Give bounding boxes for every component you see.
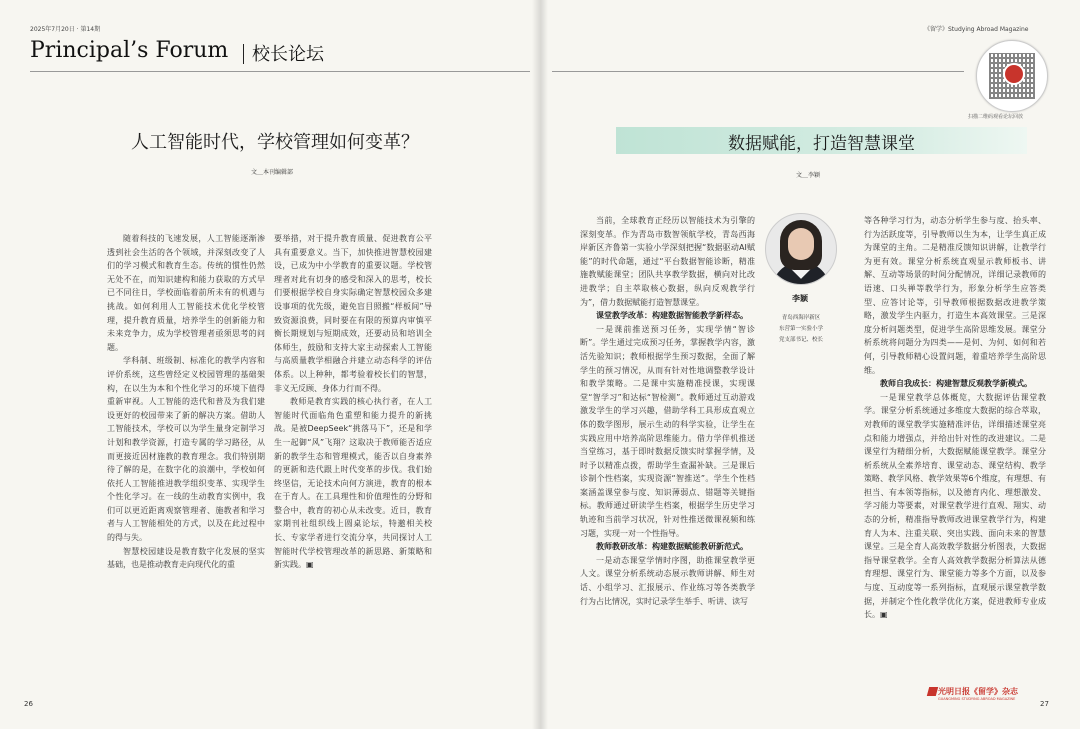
author-name: 李颖: [792, 294, 808, 303]
section-heading: 教师自我成长：构建智慧反观教学新模式。: [880, 379, 1032, 389]
header-rule-left: [30, 71, 530, 72]
article1-column-1: [107, 232, 265, 624]
qr-logo-icon: [1003, 63, 1025, 85]
author-info: [758, 313, 844, 346]
issue-date: 2025年7月20日 · 第14期: [30, 26, 101, 33]
page-number-left: 26: [24, 700, 33, 708]
paragraph: 一是课前推送预习任务，实现学情“智诊断”。学生通过完成预习任务，掌握教学内容，激活先验知识；教师根据学生预习数据，全面了解学生的预习情况，从而有针对性地调整教学设计和教学策略。二是课中实施精准授课，实现课堂“智学习”和达标“智检测”。教师通过互动游戏激发学生的学习兴趣，借助学科工具形成直观立体的数学图形，展示生动的科学实验，让学生在实践应用中培养高阶思维能力。借力学伴机推送当堂练习，基于即时数据反馈实时掌握学情，及时予以精准点拨，帮助学生查漏补缺。三是课后诊制个性档案，实现资源“智推送”。学生个性档案涵盖课堂参与度、知识薄弱点、错题等关键指标。教师通过研读学生档案，根据学生历史学习轨迹和当前学习状况，针对性推送微课视频和练习题，实现一对一个性指导。: [580, 324, 755, 538]
header-rule-right: [552, 71, 964, 72]
paragraph: 一是课堂教学总体概览，大数据评估课堂教学。课堂分析系统通过多维度大数据的综合萃取，对教师的课堂教学实施精准评估，详细描述课堂亮点和能力增强点，并给出针对性的改进建议。二是课堂行为精细分析，大数据赋能课堂教学。课堂分析系统从全素养培育、课堂动态、课堂结构、教学策略、教学风格、教学效果等6个维度，有理想、有担当、有本领等指标，以及德育内化、理想激发、学习能力等要素，对课堂教学进行直观、翔实、动态的分析，精准指导教师改进课堂教学行为，构建育人为本、注重关联、突出实践、面向未来的智慧课堂。三是全育人高效教学数据分析图表，大数据指导课堂教学。全育人高效教学数据分析算法从德育理想、课堂行为、课堂能力等多个方面，以及参与度、互动度等一系列指标，直观展示课堂教学数据，并制定个性化教学优化方案，促进教师专业成长。▣: [864, 392, 1046, 620]
photo-face: [788, 228, 814, 260]
paragraph: 当前，全球教育正经历以智能技术为引擎的深刻变革。作为青岛市数智领航学校，青岛西海岸新区齐鲁第一实验小学深刻把握“数据驱动AI赋能”的时代命题，通过“平台数据智能诊断，精准施教赋能课堂；团队共享教学数据，横向对比改进教学；自主萃取核心数据，纵向反观教学行为”，借力数据赋能打造智慧课堂。: [580, 216, 755, 307]
article2-column-1: [580, 214, 755, 684]
paragraph: 教师是教育实践的核心执行者，在人工智能时代面临角色重塑和能力提升的新挑战。是被DeepSeek“挑落马下”，还是和学生一起御“风”飞翔？这取决于教师能否适应新的教学生态和管理模式，能否以自身素养的更新和迭代跟上时代变革的步伐。我们始终坚信，无论技术向何方演进，教育的根本在于育人。在工具理性和价值理性的分野和整合中，教育的初心从未改变。近日，教育家期刊社组织线上圆桌论坛，特邀相关校长、专家学者进行交流分享，共同探讨人工智能时代学校管理改革的新思路、新策略和新实践。▣: [274, 397, 432, 570]
article1-title: 人工智能时代，学校管理如何变革？: [131, 132, 419, 153]
paragraph: 智慧校园建设是教育数字化发展的坚实基础，也是推动教育走向现代化的重: [107, 546, 265, 570]
author-info-line: 青岛西海岸新区: [781, 315, 821, 321]
footer-logo: 光明日报《留学》杂志: [938, 687, 1018, 696]
article2-title: 数据赋能，打造智慧课堂: [728, 134, 915, 154]
qr-code[interactable]: [976, 40, 1048, 112]
magazine-name: 《留学》Studying Abroad Magazine: [924, 26, 1029, 33]
section-title-en: Principal’s Forum: [30, 38, 229, 63]
brand-mark-icon: [927, 687, 938, 696]
paragraph: 一是动态课堂学情时序图，助推课堂教学更人文。课堂分析系统动态展示教师讲解、师生对话、小组学习、汇报展示、作业练习等各类教学行为占比情况，实时记录学生举手、听讲、读写: [580, 555, 755, 606]
paragraph: 要举措，对于提升教育质量、促进教育公平具有重要意义。当下，加快推进智慧校园建设，已成为中小学教育的重要议题。学校管理者对此有切身的感受和深入的思考，校长们要根据学校自身实际确定智慧校园众多建设事项的优先级，避免盲目照搬“样板间”导致资源浪费，同时要在有限的预算内审慎平衡长期规划与短期成效，还要动员和培训全体师生，鼓励和支持大家主动探索人工智能与高质量教学相融合并建立动态科学的评估体系。以上种种，都考验着校长们的智慧，非义无反顾、身体力行而不得。: [274, 234, 432, 393]
section-title-divider: [243, 44, 244, 64]
page-gutter: [532, 0, 548, 729]
author-info-line: 东营第一实验小学: [778, 326, 823, 332]
author-info-line: 党支部书记、校长: [778, 337, 823, 343]
article1-byline: 文＿本刊编辑部: [251, 169, 294, 176]
paragraph: 等各种学习行为，动态分析学生参与度、抬头率、行为活跃度等，引导教师以生为本，让学生真正成为课堂的主角。二是精准反馈知识讲解，让教学行为更有效。课堂分析系统直观显示教师板书、讲解、互动等场景的时间分配情况，详细记录教师的语速、口头禅等教学行为，形象分析学生应答类型、应答讨论等，引导教师根据数据改进教学策略，激发学生内驱力，打造生本高效课堂。三是深度分析问题类型，促进学生高阶思维发展。课堂分析系统将问题分为四类——是何、为何、如何和若何，引导教师精心设置问题，着重培养学生高阶思维。: [864, 216, 1046, 375]
section-title-zh: 校长论坛: [252, 44, 324, 65]
qr-caption: 扫描二维码观看论坛回放: [968, 114, 1024, 120]
section-heading: 课堂教学改革：构建数据智能教学新样态。: [596, 311, 748, 321]
page-number-right: 27: [1040, 700, 1049, 708]
paragraph: 随着科技的飞速发展，人工智能逐渐渗透到社会生活的各个领域，并深刻改变了人们的学习模式和教育生态。传统的惯性仍然无处不在，而知识建构和能力获取的方式早已不同往日，学校面临着前所未有的机遇与挑战。如何利用人工智能技术优化学校管理，提升教育质量，培养学生的创新能力和未来竞争力，成为学校管理者亟须思考的问题。: [107, 234, 265, 352]
paragraph: 学科制、班级制、标准化的教学内容和评价系统，这些曾经定义校园管理的基础架构，在以生为本和个性化学习的环境下值得重新审视。人工智能的迭代和普及为我们建设更好的校园带来了新的解决方案。借助人工智能技术，学校可以为学生量身定制学习计划和教学资源，打造专属的学习路径，从而更接近因材施教的教育理念。我们特别期待了解的是，在数字化的浪潮中，学校如何依托人工智能推进教学组织变革、实现学生个性化学习。在一线的生动教育实例中，我们可以更近距离观察管理者、施教者和学习者与人工智能相处的方式，以及在此过程中的得与失。: [107, 356, 265, 543]
article2-byline: 文＿李颖: [796, 172, 821, 179]
section-heading: 教师教研改革：构建数据赋能教研新范式。: [596, 542, 748, 552]
author-photo: [765, 213, 837, 285]
article2-column-2: [864, 214, 1046, 684]
footer-logo-subtitle: GUANGMING STUDYING ABROAD MAGAZINE: [938, 697, 1016, 701]
article1-column-2: [274, 232, 432, 624]
